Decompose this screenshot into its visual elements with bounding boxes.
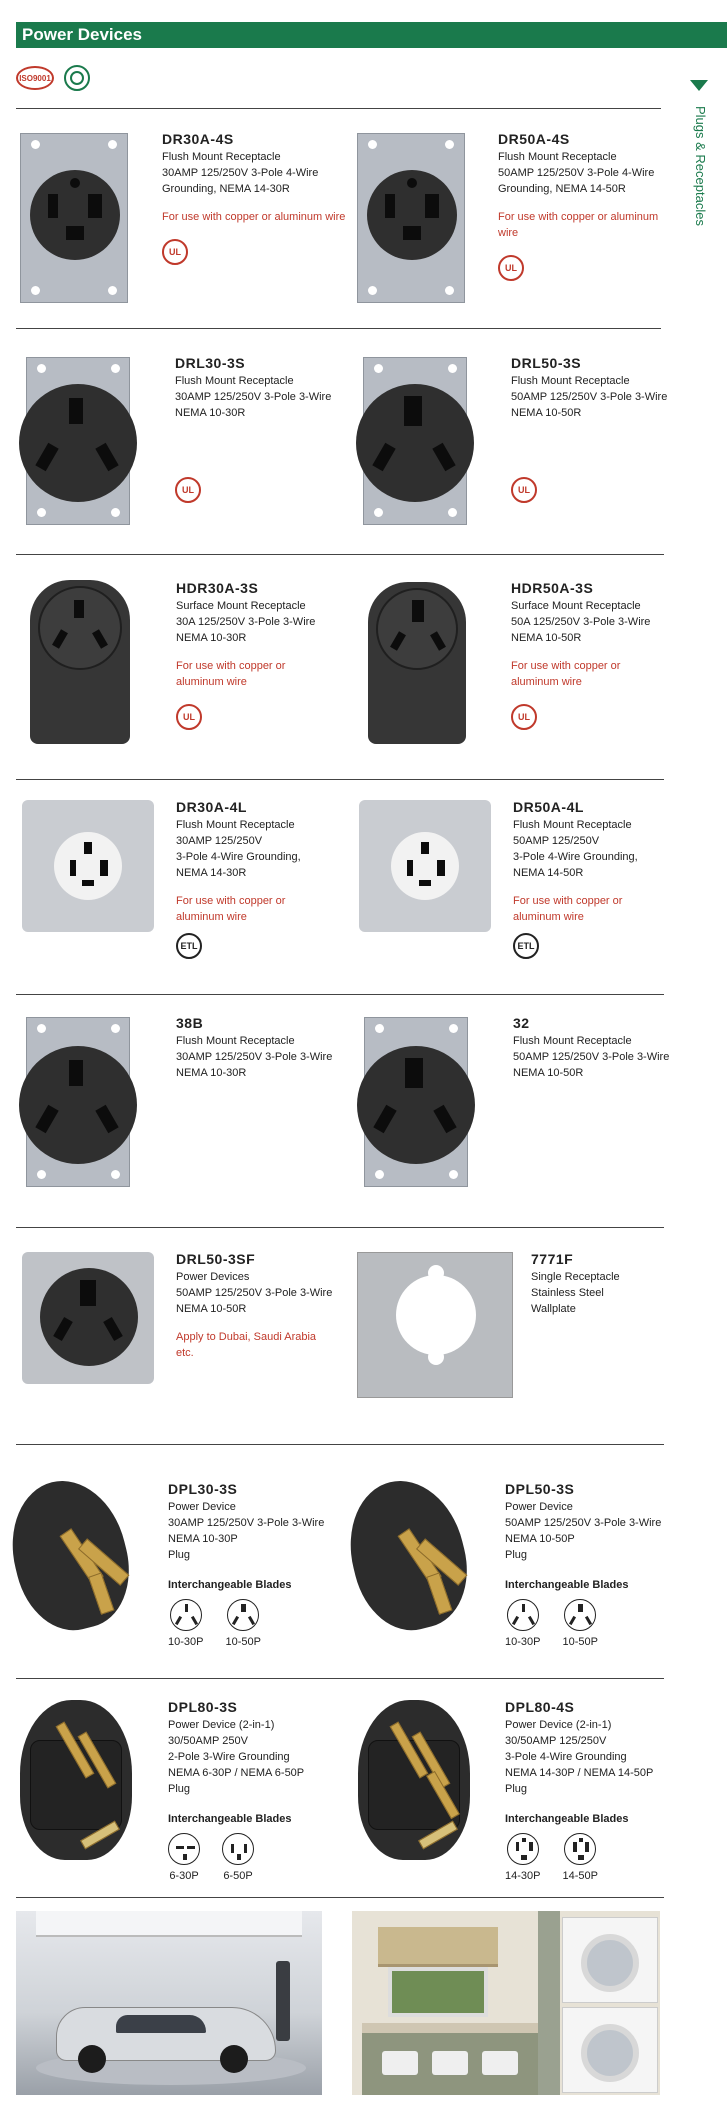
product-note: For use with copper or aluminum wire (176, 660, 286, 688)
wallplate-image (357, 1252, 513, 1398)
side-tab-label: Plugs & Receptacles (693, 106, 708, 226)
product-desc: Plug (505, 1783, 528, 1795)
iso-badge-icon: ISO9001 (16, 66, 54, 90)
plug-image (0, 1469, 142, 1642)
product-desc: 50AMP 125/250V 3-Pole 3-Wire (511, 391, 668, 403)
quality-seal-icon (64, 65, 90, 91)
triangle-down-icon (690, 80, 708, 91)
outlet-6-50p-icon (222, 1833, 254, 1865)
product-note: Apply to Dubai, Saudi Arabia etc. (176, 1331, 317, 1359)
product-name: DRL50-3SF (176, 1251, 256, 1267)
receptacle-image (368, 582, 466, 744)
product-desc: NEMA 10-30R (176, 1067, 247, 1079)
section-header (16, 22, 727, 48)
product-desc: NEMA 14-50R (513, 867, 584, 879)
product-desc: 50AMP 125/250V 3-Pole 3-Wire (176, 1287, 333, 1299)
garage-ev-photo (16, 1911, 322, 2095)
product-desc: Power Device (2-in-1) (505, 1719, 612, 1731)
product-name: 38B (176, 1015, 204, 1031)
product-name: DR50A-4L (513, 799, 584, 815)
divider (16, 328, 661, 329)
product-desc: Grounding, NEMA 14-50R (498, 183, 626, 195)
product-name: DPL80-4S (505, 1699, 575, 1715)
product-note: For use with copper or aluminum wire (513, 895, 623, 923)
product-name: DPL50-3S (505, 1481, 575, 1497)
receptacle-image (20, 133, 128, 303)
blade-label: 10-50P (562, 1636, 598, 1648)
product-desc: 30AMP 125/250V 3-Pole 3-Wire (176, 1051, 333, 1063)
ul-listed-icon: UL (498, 255, 524, 281)
blade-label: 10-30P (505, 1636, 541, 1648)
blades-title: Interchangeable Blades (168, 1579, 292, 1591)
product-name: DR30A-4L (176, 799, 247, 815)
receptacle-image (359, 800, 491, 932)
product-desc: Plug (168, 1783, 191, 1795)
product-name: DRL50-3S (511, 355, 582, 371)
product-note: For use with copper or aluminum wire (498, 211, 659, 239)
blade-label: 6-50P (223, 1870, 253, 1882)
ul-listed-icon: UL (511, 704, 537, 730)
blade-option[interactable] (168, 1599, 203, 1650)
product-desc: Surface Mount Receptacle (176, 600, 306, 612)
etl-listed-icon: ETL (513, 933, 539, 959)
product-note: For use with copper or aluminum wire (511, 660, 621, 688)
product-desc: NEMA 10-50R (511, 632, 582, 644)
blade-label: 10-30P (168, 1636, 204, 1648)
product-desc: Plug (168, 1549, 191, 1561)
receptacle-image (22, 1252, 154, 1384)
product-name: 32 (513, 1015, 530, 1031)
blades-title: Interchangeable Blades (505, 1579, 629, 1591)
product-name: DPL80-3S (168, 1699, 238, 1715)
divider (16, 1678, 664, 1679)
product-desc: Plug (505, 1549, 528, 1561)
product-desc: 30AMP 125/250V (176, 835, 263, 847)
side-category-tab[interactable] (680, 80, 720, 240)
product-desc: NEMA 10-50R (176, 1303, 247, 1315)
blade-label: 10-50P (225, 1636, 261, 1648)
outlet-10-30p-icon (507, 1599, 539, 1631)
ul-listed-icon: UL (511, 477, 537, 503)
plug-image (358, 1700, 470, 1860)
blade-option[interactable] (505, 1833, 540, 1884)
product-desc: 30/50AMP 250V (168, 1735, 248, 1747)
etl-listed-icon: ETL (176, 933, 202, 959)
product-name: DPL30-3S (168, 1481, 238, 1497)
product-name: HDR30A-3S (176, 580, 259, 596)
product-desc: Single Receptacle (531, 1271, 620, 1283)
product-desc: 30AMP 125/250V 3-Pole 3-Wire (175, 391, 332, 403)
product-note: For use with copper or aluminum wire (162, 211, 346, 223)
product-desc: Surface Mount Receptacle (511, 600, 641, 612)
divider (16, 554, 664, 555)
receptacle-image (30, 580, 130, 744)
receptacle-image (363, 357, 467, 525)
product-desc: NEMA 14-30P / NEMA 14-50P (505, 1767, 654, 1779)
product-name: DRL30-3S (175, 355, 246, 371)
divider (16, 108, 661, 109)
ul-listed-icon: UL (175, 477, 201, 503)
product-name: HDR50A-3S (511, 580, 594, 596)
blade-label: 14-50P (562, 1870, 598, 1882)
product-desc: 50AMP 125/250V 3-Pole 3-Wire (505, 1517, 662, 1529)
product-desc: NEMA 10-50P (505, 1533, 575, 1545)
product-desc: 50A 125/250V 3-Pole 3-Wire (511, 616, 651, 628)
ul-listed-icon: UL (176, 704, 202, 730)
product-desc: Power Device (168, 1501, 236, 1513)
product-desc: Stainless Steel (531, 1287, 604, 1299)
blade-label: 14-30P (505, 1870, 541, 1882)
product-desc: NEMA 6-30P / NEMA 6-50P (168, 1767, 305, 1779)
ul-listed-icon: UL (162, 239, 188, 265)
product-desc: Grounding, NEMA 14-30R (162, 183, 290, 195)
product-desc: NEMA 10-30P (168, 1533, 238, 1545)
product-desc: Power Device (505, 1501, 573, 1513)
receptacle-image (357, 133, 465, 303)
blade-label: 6-30P (169, 1870, 199, 1882)
blade-option[interactable] (562, 1599, 597, 1650)
product-desc: NEMA 14-30R (176, 867, 247, 879)
product-desc: Power Devices (176, 1271, 250, 1283)
product-desc: Flush Mount Receptacle (513, 1035, 632, 1047)
plug-image (20, 1700, 132, 1860)
product-desc: 3-Pole 4-Wire Grounding, (513, 851, 638, 863)
laundry-room-photo (352, 1911, 660, 2095)
product-desc: 50AMP 125/250V 3-Pole 3-Wire (513, 1051, 670, 1063)
section-title: Power Devices (22, 25, 143, 44)
product-desc: 30/50AMP 125/250V (505, 1735, 607, 1747)
product-desc: Flush Mount Receptacle (175, 375, 294, 387)
outlet-10-50p-icon (564, 1599, 596, 1631)
blades-title: Interchangeable Blades (505, 1813, 629, 1825)
product-desc: NEMA 10-30R (176, 632, 247, 644)
receptacle-image (364, 1017, 468, 1187)
product-desc: 2-Pole 3-Wire Grounding (168, 1751, 290, 1763)
divider (16, 994, 664, 995)
blade-option[interactable] (168, 1833, 200, 1884)
product-desc: Flush Mount Receptacle (513, 819, 632, 831)
product-desc: Flush Mount Receptacle (498, 151, 617, 163)
product-name: DR30A-4S (162, 131, 234, 147)
certification-logos (16, 64, 90, 92)
receptacle-image (22, 800, 154, 932)
divider (16, 779, 664, 780)
product-note: For use with copper or aluminum wire (176, 895, 286, 923)
product-desc: NEMA 10-30R (175, 407, 246, 419)
receptacle-image (26, 1017, 130, 1187)
blade-option[interactable] (222, 1833, 254, 1884)
product-desc: Flush Mount Receptacle (176, 1035, 295, 1047)
product-desc: Wallplate (531, 1303, 576, 1315)
product-desc: NEMA 10-50R (511, 407, 582, 419)
product-name: DR50A-4S (498, 131, 570, 147)
product-desc: 50AMP 125/250V (513, 835, 600, 847)
product-desc: 50AMP 125/250V 3-Pole 4-Wire (498, 167, 655, 179)
product-desc: Flush Mount Receptacle (162, 151, 281, 163)
blade-option[interactable] (562, 1833, 597, 1884)
product-desc: NEMA 10-50R (513, 1067, 584, 1079)
product-desc: 30AMP 125/250V 3-Pole 3-Wire (168, 1517, 325, 1529)
divider (16, 1444, 664, 1445)
blade-option[interactable] (505, 1599, 540, 1650)
divider (16, 1897, 664, 1898)
outlet-14-30p-icon (507, 1833, 539, 1865)
product-desc: 3-Pole 4-Wire Grounding (505, 1751, 627, 1763)
outlet-10-50p-icon (227, 1599, 259, 1631)
product-desc: 3-Pole 4-Wire Grounding, (176, 851, 301, 863)
product-desc: 30A 125/250V 3-Pole 3-Wire (176, 616, 316, 628)
blades-title: Interchangeable Blades (168, 1813, 292, 1825)
product-desc: 30AMP 125/250V 3-Pole 4-Wire (162, 167, 319, 179)
blade-option[interactable] (225, 1599, 260, 1650)
outlet-10-30p-icon (170, 1599, 202, 1631)
outlet-14-50p-icon (564, 1833, 596, 1865)
product-desc: Flush Mount Receptacle (176, 819, 295, 831)
product-desc: Flush Mount Receptacle (511, 375, 630, 387)
product-desc: Power Device (2-in-1) (168, 1719, 275, 1731)
divider (16, 1227, 664, 1228)
outlet-6-30p-icon (168, 1833, 200, 1865)
receptacle-image (26, 357, 130, 525)
product-name: 7771F (531, 1251, 574, 1267)
